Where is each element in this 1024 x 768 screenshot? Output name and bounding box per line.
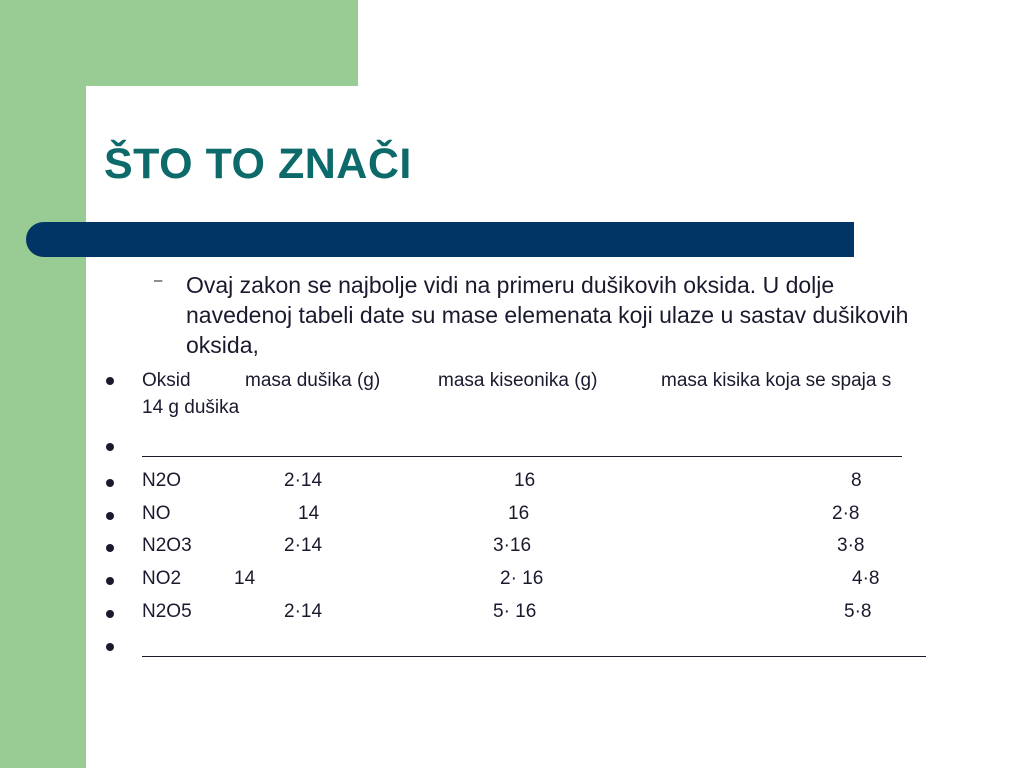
row-nitrogen: 2·14: [284, 470, 323, 491]
row-per14: 4·8: [852, 568, 880, 589]
bullet-icon: [106, 479, 114, 487]
row-nitrogen: 2·14: [284, 535, 323, 556]
header-oxide: Oksid: [142, 370, 191, 391]
header-oxygen-mass: masa kiseonika (g): [438, 370, 598, 391]
row-nitrogen: 2·14: [284, 601, 323, 622]
header-oxygen-per-14g-line1: masa kisika koja se spaja s: [661, 370, 892, 391]
row-per14: 3·8: [837, 535, 865, 556]
row-per14: 5·8: [844, 601, 872, 622]
subbullet-dash: –: [154, 272, 163, 289]
row-nitrogen: 14: [298, 503, 320, 524]
row-per14: 8: [851, 470, 862, 491]
row-oxide: N2O3: [142, 535, 192, 556]
subbullet-text: Ovaj zakon se najbolje vidi na primeru dušikovih oksida. U dolje navedenoj tabeli date su mase elemenata koji ulaze u sastav dušikovih oksida,: [186, 272, 909, 358]
row-oxygen: 16: [508, 503, 530, 524]
table-rule-bottom: [142, 656, 926, 657]
row-oxide: NO: [142, 503, 171, 524]
row-oxygen: 3·16: [493, 535, 532, 556]
bullet-icon: [106, 643, 114, 651]
title-underline-bar: [26, 222, 854, 257]
table-rule-top: [142, 456, 902, 457]
row-oxygen: 5· 16: [493, 601, 537, 622]
row-oxygen: 16: [514, 470, 536, 491]
row-oxygen: 2· 16: [500, 568, 544, 589]
bullet-icon: [106, 610, 114, 618]
left-green-band: [0, 0, 86, 768]
top-green-band: [0, 0, 358, 86]
row-oxide: N2O: [142, 470, 182, 491]
header-oxygen-per-14g-line2: 14 g dušika: [142, 397, 240, 418]
row-per14: 2·8: [832, 503, 860, 524]
bullet-icon: [106, 544, 114, 552]
slide-title: ŠTO TO ZNAČI: [104, 140, 412, 188]
header-nitrogen-mass: masa dušika (g): [245, 370, 381, 391]
bullet-icon: [106, 512, 114, 520]
bullet-icon: [106, 577, 114, 585]
row-oxide: NO2: [142, 568, 182, 589]
bullet-icon: [106, 377, 114, 385]
row-oxide: N2O5: [142, 601, 192, 622]
bullet-icon: [106, 443, 114, 451]
row-nitrogen: 14: [234, 568, 256, 589]
